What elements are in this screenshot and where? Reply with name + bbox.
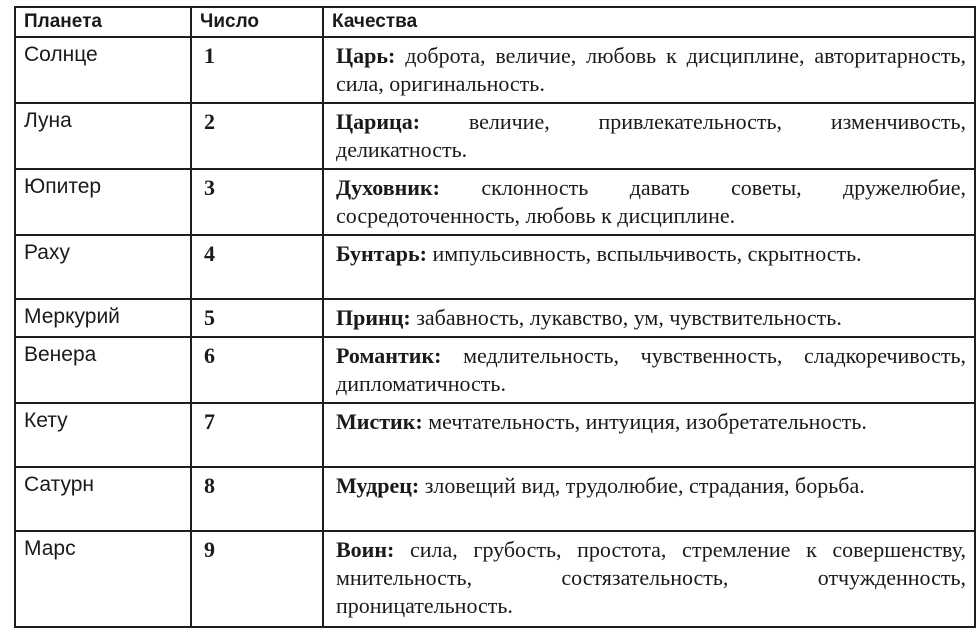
header-planet: Планета [15, 7, 191, 37]
planet-cell: Юпитер [15, 169, 191, 235]
table-header-row [15, 7, 975, 37]
qualities-cell [323, 403, 975, 467]
table-row [15, 235, 975, 299]
qualities-cell [323, 37, 975, 103]
qualities-cell [323, 299, 975, 337]
role-label: Мудрец: [336, 473, 420, 498]
planet-cell: Марс [15, 531, 191, 627]
number-cell: 8 [191, 467, 323, 531]
role-label: Царь: [336, 43, 396, 68]
qualities-text: доброта, величие, любовь к дисциплине, авторитарность, сила, оригинальность. [336, 43, 967, 96]
qualities-text: мечтательность, интуиция, изобретательность. [428, 409, 867, 434]
qualities-cell [323, 467, 975, 531]
qualities-cell [323, 531, 975, 627]
planet-cell: Луна [15, 103, 191, 169]
qualities-text: медлительность, чувственность, сладкоречивость, дипломатичность. [336, 343, 966, 396]
planet-cell: Венера [15, 337, 191, 403]
qualities-cell [323, 235, 975, 299]
planet-cell: Раху [15, 235, 191, 299]
table-row [15, 467, 975, 531]
role-label: Мистик: [336, 409, 423, 434]
qualities-cell [323, 337, 975, 403]
role-label: Бунтарь: [336, 241, 427, 266]
qualities-text: забавность, лукавство, ум, чувствительность. [416, 305, 842, 330]
qualities-text: склонность давать советы, дружелюбие, сосредоточенность, любовь к дисциплине. [336, 175, 966, 228]
header-number: Число [191, 7, 323, 37]
planet-cell: Кету [15, 403, 191, 467]
role-label: Принц: [336, 305, 411, 330]
qualities-cell [323, 169, 975, 235]
planet-cell: Сатурн [15, 467, 191, 531]
qualities-text: сила, грубость, простота, стремление к совершенству, мнительность, состязательность, отчужденность, проницательность. [336, 537, 966, 618]
qualities-text: зловещий вид, трудолюбие, страдания, борьба. [424, 473, 865, 498]
role-label: Царица: [336, 109, 421, 134]
planet-cell: Меркурий [15, 299, 191, 337]
number-cell: 6 [191, 337, 323, 403]
header-qualities: Качества [323, 7, 975, 37]
number-cell: 1 [191, 37, 323, 103]
planet-cell: Солнце [15, 37, 191, 103]
role-label: Духовник: [336, 175, 440, 200]
number-cell: 2 [191, 103, 323, 169]
planet-qualities-table [14, 6, 976, 628]
qualities-cell [323, 103, 975, 169]
qualities-text: импульсивность, вспыльчивость, скрытность. [432, 241, 862, 266]
table-row [15, 37, 975, 103]
number-cell: 5 [191, 299, 323, 337]
qualities-text: величие, привлекательность, изменчивость, деликатность. [336, 109, 966, 162]
table-row [15, 299, 975, 337]
table-row [15, 337, 975, 403]
table-row [15, 103, 975, 169]
number-cell: 9 [191, 531, 323, 627]
number-cell: 3 [191, 169, 323, 235]
number-cell: 4 [191, 235, 323, 299]
role-label: Романтик: [336, 343, 442, 368]
table-row [15, 531, 975, 627]
table-row [15, 169, 975, 235]
number-cell: 7 [191, 403, 323, 467]
role-label: Воин: [336, 537, 395, 562]
table-row [15, 403, 975, 467]
